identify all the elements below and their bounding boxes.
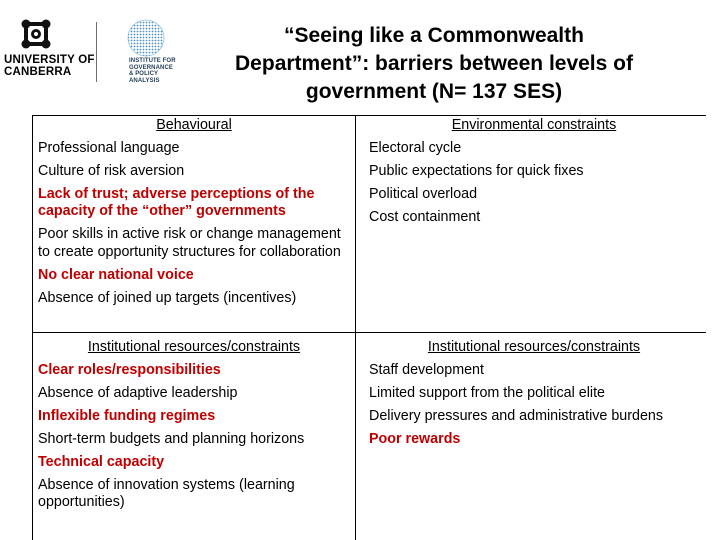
list-item: Short-term budgets and planning horizons	[38, 430, 305, 447]
header-divider	[96, 22, 97, 82]
cell-environmental	[369, 117, 699, 232]
environmental-list	[369, 140, 699, 227]
list-item: Inflexible funding regimes	[38, 407, 216, 424]
igpa-line3: & POLICY ANALYSIS	[129, 71, 160, 84]
list-item: Clear roles/responsibilities	[38, 361, 221, 378]
institutional-left-heading: Institutional resources/constraints	[87, 339, 301, 355]
institutional-right-heading: Institutional resources/constraints	[427, 339, 641, 355]
list-item: Absence of adaptive leadership	[38, 384, 238, 401]
environmental-heading: Environmental constraints	[451, 117, 617, 133]
list-item: Technical capacity	[38, 453, 165, 470]
igpa-logo	[112, 18, 182, 82]
list-item: Lack of trust; adverse perceptions of the capacity of the “other” governments	[38, 185, 315, 219]
list-item: Culture of risk aversion	[38, 162, 185, 179]
globe-icon	[124, 18, 168, 58]
table-left-border	[32, 115, 33, 540]
list-item: Limited support from the political elite	[369, 384, 606, 401]
list-item: Electoral cycle	[369, 139, 462, 156]
uc-logo-text	[4, 54, 95, 78]
behavioural-list	[38, 140, 350, 308]
table-middle-divider	[32, 332, 706, 333]
barriers-table	[32, 115, 706, 540]
list-item: Cost containment	[369, 208, 481, 225]
list-item: Staff development	[369, 361, 484, 378]
table-top-border	[32, 115, 706, 116]
title-line2: Department”: barriers between levels of	[235, 52, 633, 75]
igpa-line1: INSTITUTE FOR	[129, 58, 176, 64]
table-center-divider	[355, 115, 356, 540]
list-item: Poor skills in active risk or change management to create opportunity structures for collaboration	[38, 226, 341, 260]
list-item: Absence of innovation systems (learning opportunities)	[38, 476, 295, 510]
cell-institutional-right	[369, 339, 699, 454]
uc-logo-line2: CANBERRA	[4, 66, 72, 78]
list-item: Political overload	[369, 185, 478, 202]
behavioural-heading: Behavioural	[156, 117, 232, 133]
igpa-line2: GOVERNANCE	[129, 64, 174, 71]
list-item: Public expectations for quick fixes	[369, 162, 584, 179]
uc-logo-line1: UNIVERSITY OF	[4, 54, 95, 66]
list-item: Delivery pressures and administrative burdens	[369, 407, 664, 424]
institutional-right-list	[369, 362, 699, 449]
list-item: Absence of joined up targets (incentives)	[38, 289, 297, 306]
institutional-left-list	[38, 362, 350, 512]
cell-institutional-left	[38, 339, 350, 517]
list-item: Professional language	[38, 139, 180, 156]
list-item: No clear national voice	[38, 266, 194, 283]
cell-behavioural	[38, 117, 350, 313]
list-item: Poor rewards	[369, 430, 461, 447]
title-line1: “Seeing like a Commonwealth	[284, 24, 584, 47]
title-line3: government (N= 137 SES)	[305, 80, 563, 103]
slide-title	[196, 22, 672, 106]
igpa-logo-text	[129, 58, 182, 84]
